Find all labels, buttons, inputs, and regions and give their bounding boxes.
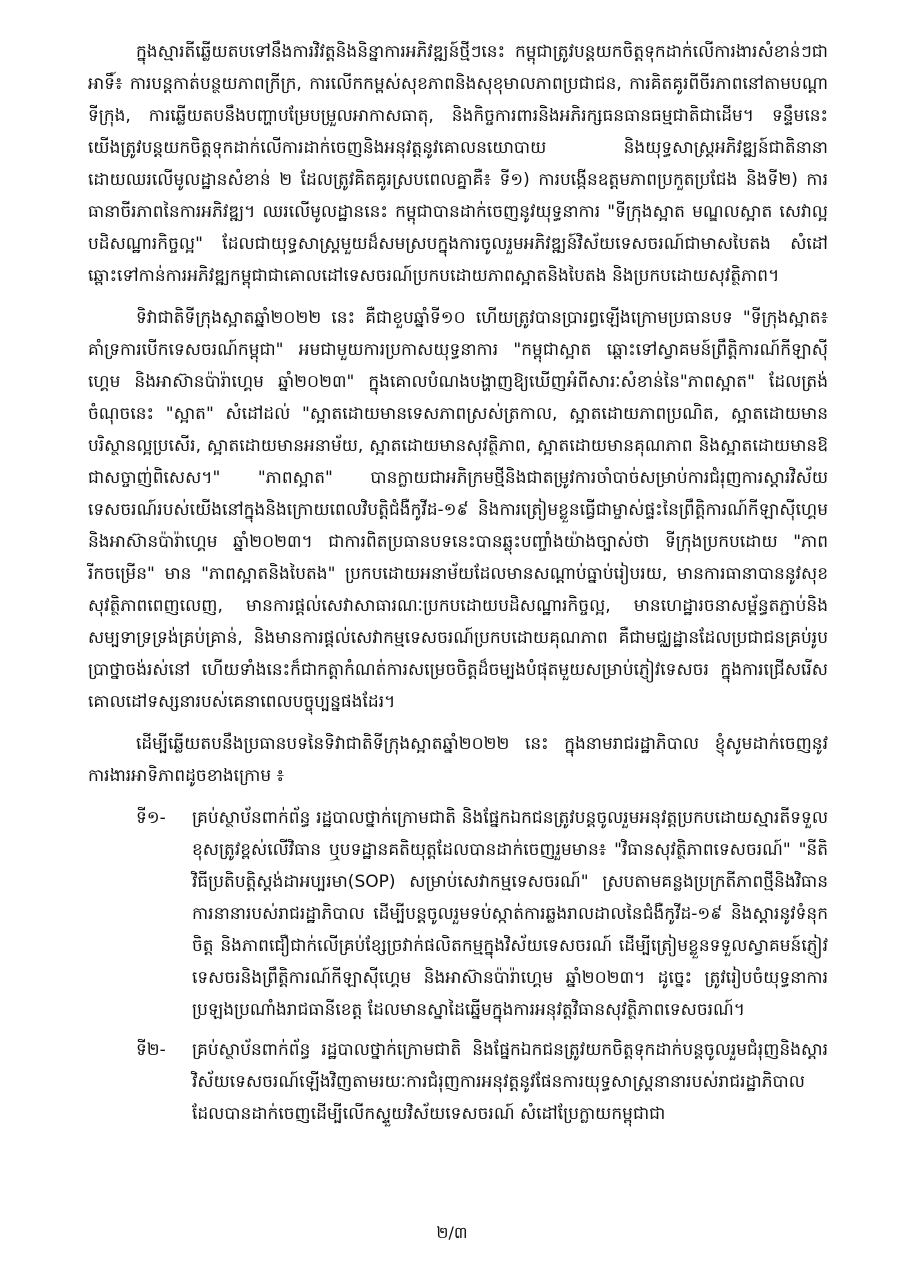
list-item-number: ទី២- xyxy=(136,1040,166,1060)
paragraph-3: ដើម្បីឆ្លើយតបនឹងប្រធានបទនៃទិវាជាតិទីក្រុងស្អាតឆ្នាំ២០២២ នេះ ក្នុងនាមរាជរដ្ឋាភិបាល ខ្ញុំសូមដាក់ចេញនូវការងារអាទិភាពដូចខាងក្រោម ៖ xyxy=(88,734,828,786)
list-item xyxy=(88,802,828,1026)
paragraph-1: ក្នុងស្មារតីឆ្លើយតបទៅនឹងការវិវត្តនិងនិន្នាការអភិវឌ្ឍន៍ថ្មីៗនេះ កម្ពុជាត្រូវបន្តយកចិត្តទុកដាក់លើការងារសំខាន់ៗជាអាទិ៍៖ ការបន្តកាត់បន្ថយភាពក្រីក្រ, ការលើកកម្ពស់សុខភាពនិងសុខុមាលភាពប្រជាជន, ការគិតគូរពីចីរភាពនៅតាមបណ្តាទីក្រុង, ការឆ្លើយតបនឹងបញ្ហាបម្រែបម្រួលអាកាសធាតុ, និងកិច្ចការពារនិងអភិរក្សធនធានធម្មជាតិជាដើម។ ទន្ទឹមនេះ យើងត្រូវបន្តយកចិត្តទុកដាក់លើការដាក់ចេញនិងអនុវត្តនូវគោលនយោបាយ និងយុទ្ធសាស្ត្រអភិវឌ្ឍន៍ជាតិនានា ដោយឈរលើមូលដ្ឋានសំខាន់ ២ ដែលត្រូវគិតគូរស្របពេលគ្នាគឺ៖ ទី១) ការបង្កើនឧត្តមភាពប្រកួតប្រជែង និងទី២) ការធានាចីរភាពនៃការអភិវឌ្ឍ។ ឈរលើមូលដ្ឋាននេះ កម្ពុជាបានដាក់ចេញនូវយុទ្ធនាការ "ទីក្រុងស្អាត មណ្ឌលស្អាត សេវាល្អ បដិសណ្ឋារកិច្ចល្អ" ដែលជាយុទ្ធសាស្ត្រមួយដ៏សមស្របក្នុងការចូលរួមអភិវឌ្ឍន៍វិស័យទេសចរណ៍ជាមាសបៃតង សំដៅឆ្ពោះទៅកាន់ការអភិវឌ្ឍកម្ពុជាជាគោលដៅទេសចរណ៍ប្រកបដោយភាពស្អាតនិងបៃតង និងប្រកបដោយសុវត្ថិភាព។ xyxy=(88,42,828,286)
list-item xyxy=(88,1034,828,1130)
list-item-text: គ្រប់ស្ថាប័នពាក់ព័ន្ធ រដ្ឋបាលថ្នាក់ក្រោមជាតិ និងផ្នែកឯកជនត្រូវយកចិត្តទុកដាក់បន្តចូលរួមជំរុញនិងស្តារវិស័យទេសចរណ៍ឡើងវិញតាមរយៈការជំរុញការអនុវត្តនូវផែនការយុទ្ធសាស្ត្រនានារបស់រាជរដ្ឋាភិបាលដែលបានដាក់ចេញដើម្បីលើកស្ទួយវិស័យទេសចរណ៍ សំដៅប្រែក្លាយកម្ពុជាជា xyxy=(192,1040,828,1124)
page-number: ២/៣ xyxy=(436,1223,468,1242)
paragraph-2: ទិវាជាតិទីក្រុងស្អាតឆ្នាំ២០២២ នេះ គឺជាខួបឆ្នាំទី១០ ហើយត្រូវបានប្រារព្ធឡើងក្រោមប្រធានបទ "ទីក្រុងស្អាត៖ គាំទ្រការបើកទេសចរណ៍កម្ពុជា" អមជាមួយការប្រកាសយុទ្ធនាការ "កម្ពុជាស្អាត ឆ្ពោះទៅស្វាគមន៍ព្រឹត្តិការណ៍កីឡាស៊ីហ្គេម និងអាស៊ានប៉ារ៉ាហ្គេម ឆ្នាំ២០២៣" ក្នុងគោលបំណងបង្ហាញឱ្យឃើញអំពីសារៈសំខាន់នៃ"ភាពស្អាត" ដែលត្រង់ចំណុចនេះ "ស្អាត" សំដៅដល់ "ស្អាតដោយមានទេសភាពស្រស់ត្រកាល, ស្អាតដោយភាពប្រណិត, ស្អាតដោយមានបរិស្ថានល្អប្រសើរ, ស្អាតដោយមានអនាម័យ, ស្អាតដោយមានសុវត្ថិភាព, ស្អាតដោយមានគុណភាព និងស្អាតដោយមានឱជាសច្ចាញ់ពិសេស។" "ភាពស្អាត" បានក្លាយជាអភិក្រមថ្មីនិងជាតម្រូវការចាំបាច់សម្រាប់ការជំរុញការស្តារវិស័យទេសចរណ៍របស់យើងនៅក្នុងនិងក្រោយពេលវិបត្តិជំងឺកូវីដ-១៩ និងការត្រៀមខ្លួនធ្វើជាម្ចាស់ផ្ទះនៃព្រឹត្តិការណ៍កីឡាស៊ីហ្គេមនិងអាស៊ានប៉ារ៉ាហ្គេម ឆ្នាំ២០២៣។ ជាការពិតប្រធានបទនេះបានឆ្លុះបញ្ចាំងយ៉ាងច្បាស់ថា ទីក្រុងប្រកបដោយ "ភាពរីកចម្រើន" មាន "ភាពស្អាតនិងបៃតង" ប្រកបដោយអនាម័យដែលមានសណ្តាប់ធ្នាប់រៀបរយ, មានការធានាបាននូវសុខសុវត្ថិភាពពេញលេញ, មានការផ្តល់សេវាសាធារណៈប្រកបដោយបដិសណ្ឋារកិច្ចល្អ, មានហេដ្ឋារចនាសម្ព័ន្ធតភ្ជាប់និងសម្បទាទ្រទ្រង់គ្រប់គ្រាន់, និងមានការផ្តល់សេវាកម្មទេសចរណ៍ប្រកបដោយគុណភាព គឺជាមជ្ឈដ្ឋានដែលប្រជាជនគ្រប់រូបប្រាថ្នាចង់រស់នៅ ហើយទាំងនេះក៏ជាកត្តាកំណត់ការសម្រេចចិត្តដ៏ចម្បងបំផុតមួយសម្រាប់ភ្ញៀវទេសចរ ក្នុងការជ្រើសរើសគោលដៅទស្សនារបស់គេនាពេលបច្ចុប្បន្នផងដែរ។ xyxy=(88,308,828,712)
list-item-text: គ្រប់ស្ថាប័នពាក់ព័ន្ធ រដ្ឋបាលថ្នាក់ក្រោមជាតិ និងផ្នែកឯកជនត្រូវបន្តចូលរួមអនុវត្តប្រកបដោយស្មារតីទទួលខុសត្រូវខ្ពស់លើវិធាន ឬបទដ្ឋានគតិយុត្តដែលបានដាក់ចេញរួមមាន៖ "វិធានសុវត្ថិភាពទេសចរណ៍" "នីតិវិធីប្រតិបត្តិស្តង់ដាអប្បរមា(SOP) សម្រាប់សេវាកម្មទេសចរណ៍" ស្របតាមគន្លងប្រក្រតីភាពថ្មីនិងវិធានការនានារបស់រាជរដ្ឋាភិបាល ដើម្បីបន្តចូលរួមទប់ស្កាត់ការឆ្លងរាលដាលនៃជំងឺកូវីដ-១៩ និងស្តារនូវទំនុកចិត្ត និងភាពជឿជាក់លើគ្រប់ខ្សែច្រវាក់ផលិតកម្មក្នុងវិស័យទេសចរណ៍ ដើម្បីត្រៀមខ្លួនទទួលស្វាគមន៍ភ្ញៀវទេសចរនិងព្រឹត្តិការណ៍កីឡាស៊ីហ្គេម និងអាស៊ានប៉ារ៉ាហ្គេម ឆ្នាំ២០២៣។ ដូច្នេះ ត្រូវរៀបចំយុទ្ធនាការប្រឡងប្រណាំងរាជធានីខេត្ត ដែលមានស្នាដៃឆ្នើមក្នុងការអនុវត្តវិធានសុវត្ថិភាពទេសចរណ៍។ xyxy=(192,808,828,1020)
list-item-number: ទី១- xyxy=(136,808,166,828)
document-body xyxy=(88,36,828,1138)
